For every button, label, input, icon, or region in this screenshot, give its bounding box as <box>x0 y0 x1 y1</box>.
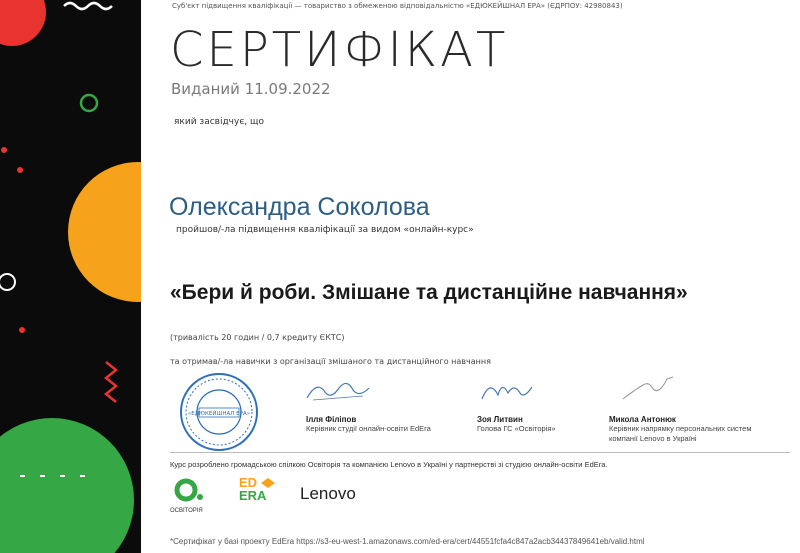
osvitoria-icon <box>170 478 210 502</box>
lenovo-logo: Lenovo <box>300 484 356 503</box>
signatory-2-role: Голова ГС «Освіторія» <box>477 424 556 433</box>
edera-line-1: ED <box>239 475 258 490</box>
recipient-name: Олександра Соколова <box>169 193 430 221</box>
green-circle-shape <box>0 418 134 553</box>
divider <box>170 452 790 453</box>
course-title: «Бери й роби. Змішане та дистанційне навчання» <box>170 281 688 304</box>
signatory-1-role: Керівник студії онлайн-освіти EdEra <box>306 424 431 433</box>
edera-logo <box>239 476 283 510</box>
red-circle-shape <box>0 0 46 46</box>
footer-verification-link[interactable]: *Сертифікат у базі проекту EdEra https://s3-eu-west-1.amazonaws.com/ed-era/cert/44551fcfa4c847a2acb34437849641eb/valid.html <box>170 537 645 546</box>
signature-2-icon <box>476 375 536 405</box>
signature-1-icon <box>303 378 373 406</box>
signature-3-icon <box>619 375 679 405</box>
zigzag-top-shape <box>64 3 112 9</box>
osvitoria-label: ОСВІТОРІЯ <box>170 508 203 514</box>
signatory-3-name: Микола Антонюк <box>609 415 676 424</box>
official-seal-icon <box>179 372 259 452</box>
certifies-text: який засвідчує, що <box>174 117 264 127</box>
signatory-1 <box>306 415 456 434</box>
partners-note: Курс розроблено громадською спілкою Освіторія та компанією Lenovo в Україні у партнерстві зі студією онлайн-освіти EdEra. <box>170 460 608 469</box>
issue-date: Виданий 11.09.2022 <box>171 80 331 98</box>
seal-text: «ЕДЮКЕЙШНАЛ ЕРА» <box>187 411 251 417</box>
decorative-sidebar <box>0 0 141 553</box>
signatory-2-name: Зоя Литвин <box>477 415 523 424</box>
certificate-title: СЕРТИФІКАТ <box>170 22 509 78</box>
edera-spark-icon <box>261 478 275 488</box>
passed-text: пройшов/-ла підвищення кваліфікації за видом «онлайн-курс» <box>176 225 474 235</box>
signatory-2 <box>477 415 617 434</box>
course-duration: (тривалість 20 годин / 0,7 кредиту ЄКТС) <box>170 333 345 342</box>
signatory-3 <box>609 415 759 444</box>
zigzag-red-shape <box>106 362 116 402</box>
issuer-line: Суб'єкт підвищення кваліфікації — товариство з обмеженою відповідальністю «ЕДЮКЕЙШНАЛ ЕРА» (ЄДРПОУ: 42980843) <box>172 2 623 10</box>
orange-circle-shape <box>68 162 141 302</box>
signatory-3-role: Керівник напрямку персональних систем компанії Lenovo в Україні <box>609 424 752 443</box>
signatory-1-name: Ілля Філіпов <box>306 415 357 424</box>
skills-text: та отримав/-ла навички з організації змішаного та дистанційного навчання <box>170 357 491 366</box>
green-ring-shape <box>81 95 97 111</box>
certificate-body <box>141 0 800 553</box>
osvitoria-logo <box>170 478 210 512</box>
edera-line-2: ERA <box>239 488 267 503</box>
